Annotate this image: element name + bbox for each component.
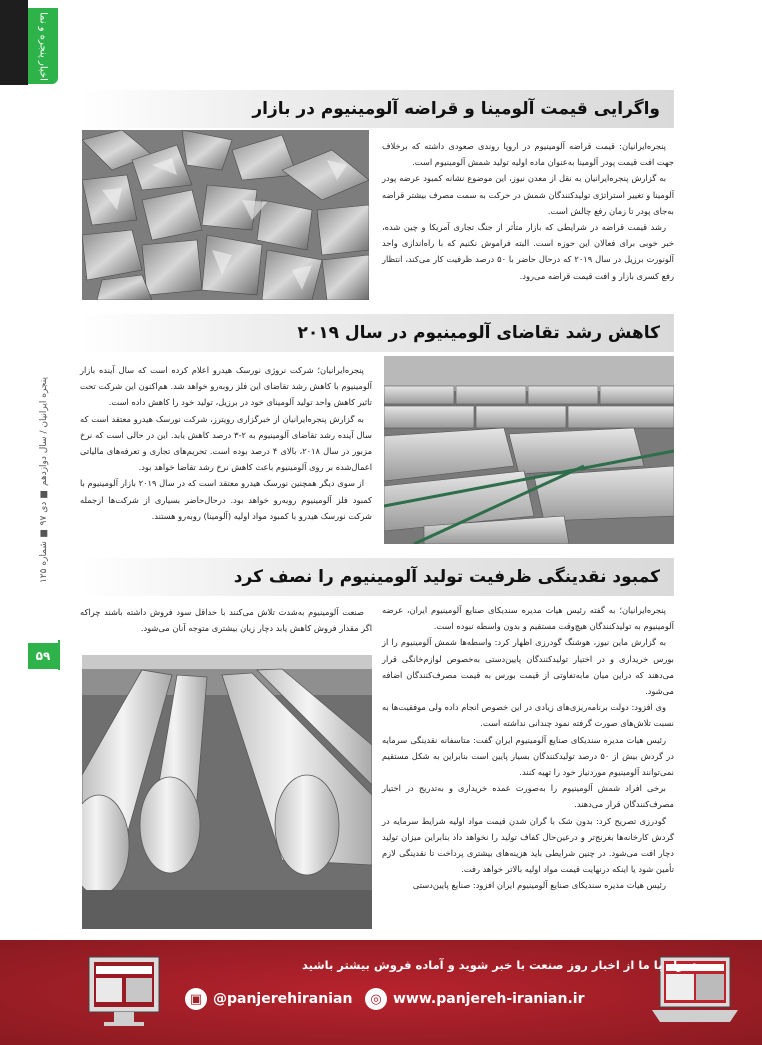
globe-icon: ◎ <box>365 988 387 1010</box>
footer-tagline: همراه با ما از اخبار روز صنعت با خبر شوید و آماده فروش بیشتر باشید <box>302 958 700 972</box>
article3-paragraph: گودرزی تصریح کرد: بدون شک با گران شدن قیمت مواد اولیه شرایط سرمایه در گردش کارخانه‌ها بغرنج‌تر و درعین‌حال کفاف تولید را نخواهد داد بنابراین میزان تولید دچار افت می‌شود. در چنین شرایطی باید هزینه‌های بیشتری پرداخت تا نقدینگی لازم تأمین شود یا اینکه درنهایت قیمت مواد اولیه بالاتر خواهد رفت. <box>382 815 674 875</box>
article3-paragraph: برخی افراد شمش آلومینیوم را به‌صورت عمده خریداری و به‌تدریج در اختیار مصرف‌کنندگان قرار می‌دهند. <box>382 783 674 810</box>
article3-body-left <box>80 604 372 636</box>
website-text: www.panjereh-iranian.ir <box>393 991 585 1007</box>
issue-info: پنجره ایرانیان / سال دوازدهم ■ دی ۹۷ ■ شماره ۱۲۵ <box>39 377 49 583</box>
article3-title: کمبود نقدینگی ظرفیت تولید آلومینیوم را نصف کرد <box>80 558 674 596</box>
sidebar-top-block <box>0 0 28 85</box>
article1-paragraph: به گزارش پنجره‌ایرانیان به نقل از معدن نیوز، این موضوع نشانه کمبود عرضه پودر آلومینا و تغییر استراتژی تولیدکنندگان شمش در حرکت به سمت مصرف بیشتر قراضه به‌جای پودر تا زمان رفع چالش است. <box>382 173 674 216</box>
article2-paragraph: پنجره‌ایرانیان؛ شرکت نروژی نورسک هیدرو اعلام کرده است که سال آینده بازار آلومینیوم با کاهش رشد تقاضای این فلز روبه‌رو خواهد شد. هم‌اکنون این شرکت تحت تاثیر کاهش واحد تولید آلومینای خود در برزیل، تولید خود را کاهش داده است. <box>80 365 372 408</box>
aluminium-billets-image <box>82 655 372 929</box>
instagram-icon: ▣ <box>185 988 207 1010</box>
section-tab: اخبار پنجره و نما <box>28 8 58 84</box>
article1-paragraph: پنجره‌ایرانیان: قیمت قراضه آلومینیوم در اروپا روندی صعودی داشته که برخلاف جهت افت قیمت پودر آلومینا به‌عنوان ماده اولیه تولید شمش آلومینیوم است. <box>382 141 674 168</box>
website-link[interactable] <box>365 988 584 1010</box>
article2-paragraph: به گزارش پنجره‌ایرانیان از خبرگزاری رویترز، شرکت نورسک هیدرو معتقد است که سال آینده رشد تقاضای آلومینیوم به ۲-۳ درصد کاهش یابد. این در حالی است که نرخ مزبور در سال ۲۰۱۸، بالای ۴ درصد بوده است. تحریم‌های تجاری و تعرفه‌های مالیاتی اعمال‌شده بر روی آلومینیوم باعث کاهش نرخ رشد تقاضا خواهد بود. <box>80 413 373 473</box>
article3-paragraph: پنجره‌ایرانیان؛ به گفته رئیس هیات مدیره سندیکای صنایع آلومینیوم ایران، عرضه آلومینیوم به تولیدکنندگان هیچ‌وقت مستقیم و بدون واسطه نبوده است. <box>382 605 674 632</box>
article3-paragraph: صنعت آلومینیوم به‌شدت تلاش می‌کنند با حداقل سود فروش داشته باشند چراکه اگر مقدار فروش کاهش یابد دچار زیان بیشتری متوجه آنان می‌شود. <box>80 607 372 634</box>
article1-paragraph: رشد قیمت قراضه در شرایطی که بازار متأثر از جنگ تجاری آمریکا و چین شده، خبر خوبی برای فعالان این حوزه است. البته فراموش نکنیم که با راه‌اندازی واحد آلونورت برزیل در سال ۲۰۱۹ که درحال حاضر با ۵۰ درصد ظرفیت کار می‌کند، انتظار رفع کسری بازار و افت قیمت قراضه می‌رود. <box>382 222 674 281</box>
article1-body <box>382 138 674 284</box>
instagram-link[interactable] <box>185 988 352 1010</box>
aluminium-ingots-image <box>384 356 674 544</box>
article1-title: واگرایی قیمت آلومینا و قراضه آلومینیوم در بازار <box>80 90 674 128</box>
article2-body <box>80 362 372 524</box>
instagram-text: @panjerehiranian <box>213 991 353 1007</box>
article3-paragraph: رئیس هیات مدیره سندیکای صنایع آلومینیوم ایران گفت: متاسفانه نقدینگی سرمایه در گردش بیش از ۵۰ درصد تولیدکنندگان بسیار پایین است بنابراین به شکل مستقیم نمی‌توانند آلومینیوم موردنیاز خود را تهیه کنند. <box>382 734 674 778</box>
sidebar-accent-line <box>58 640 60 670</box>
article2-title: کاهش رشد تقاضای آلومینیوم در سال ۲۰۱۹ <box>80 314 674 352</box>
article3-body-right <box>382 602 674 894</box>
page-number: ۵۹ <box>28 643 58 669</box>
article3-paragraph: رئیس هیات مدیره سندیکای صنایع آلومینیوم ایران افزود: صنایع پایین‌دستی <box>412 880 666 891</box>
scrap-aluminium-image <box>82 130 369 300</box>
magazine-stack-graphic <box>84 952 174 1032</box>
article2-paragraph: از سوی دیگر همچنین نورسک هیدرو معتقد است که در سال ۲۰۱۹ بازار آلومینیوم با کمبود فلز آلومینیوم روبه‌رو خواهد بود. درحال‌حاضر بسیاری از شرکت‌ها ازجمله شرکت نورسک هیدرو با کمبود مواد اولیه (آلومینا) روبه‌رو هستند. <box>80 478 372 521</box>
article3-paragraph: وی افزود: دولت برنامه‌ریزی‌های زیادی در این خصوص انجام داده ولی موفقیت‌ها به نسبت تلاش‌های صورت گرفته نمود چندانی نداشته است. <box>382 702 674 729</box>
article3-paragraph: به گزارش ماین نیوز، هوشنگ گودرزی اظهار کرد: واسطه‌ها شمش آلومینیوم را از بورس خریداری و در اختیار تولیدکنندگان پایین‌دستی به‌خصوص لوازم‌خانگی قرار می‌دهند که دراین میان مابه‌تفاوتی از قیمت بورس به قیمت مصرف‌کنندگان اضافه می‌شود. <box>382 637 674 697</box>
